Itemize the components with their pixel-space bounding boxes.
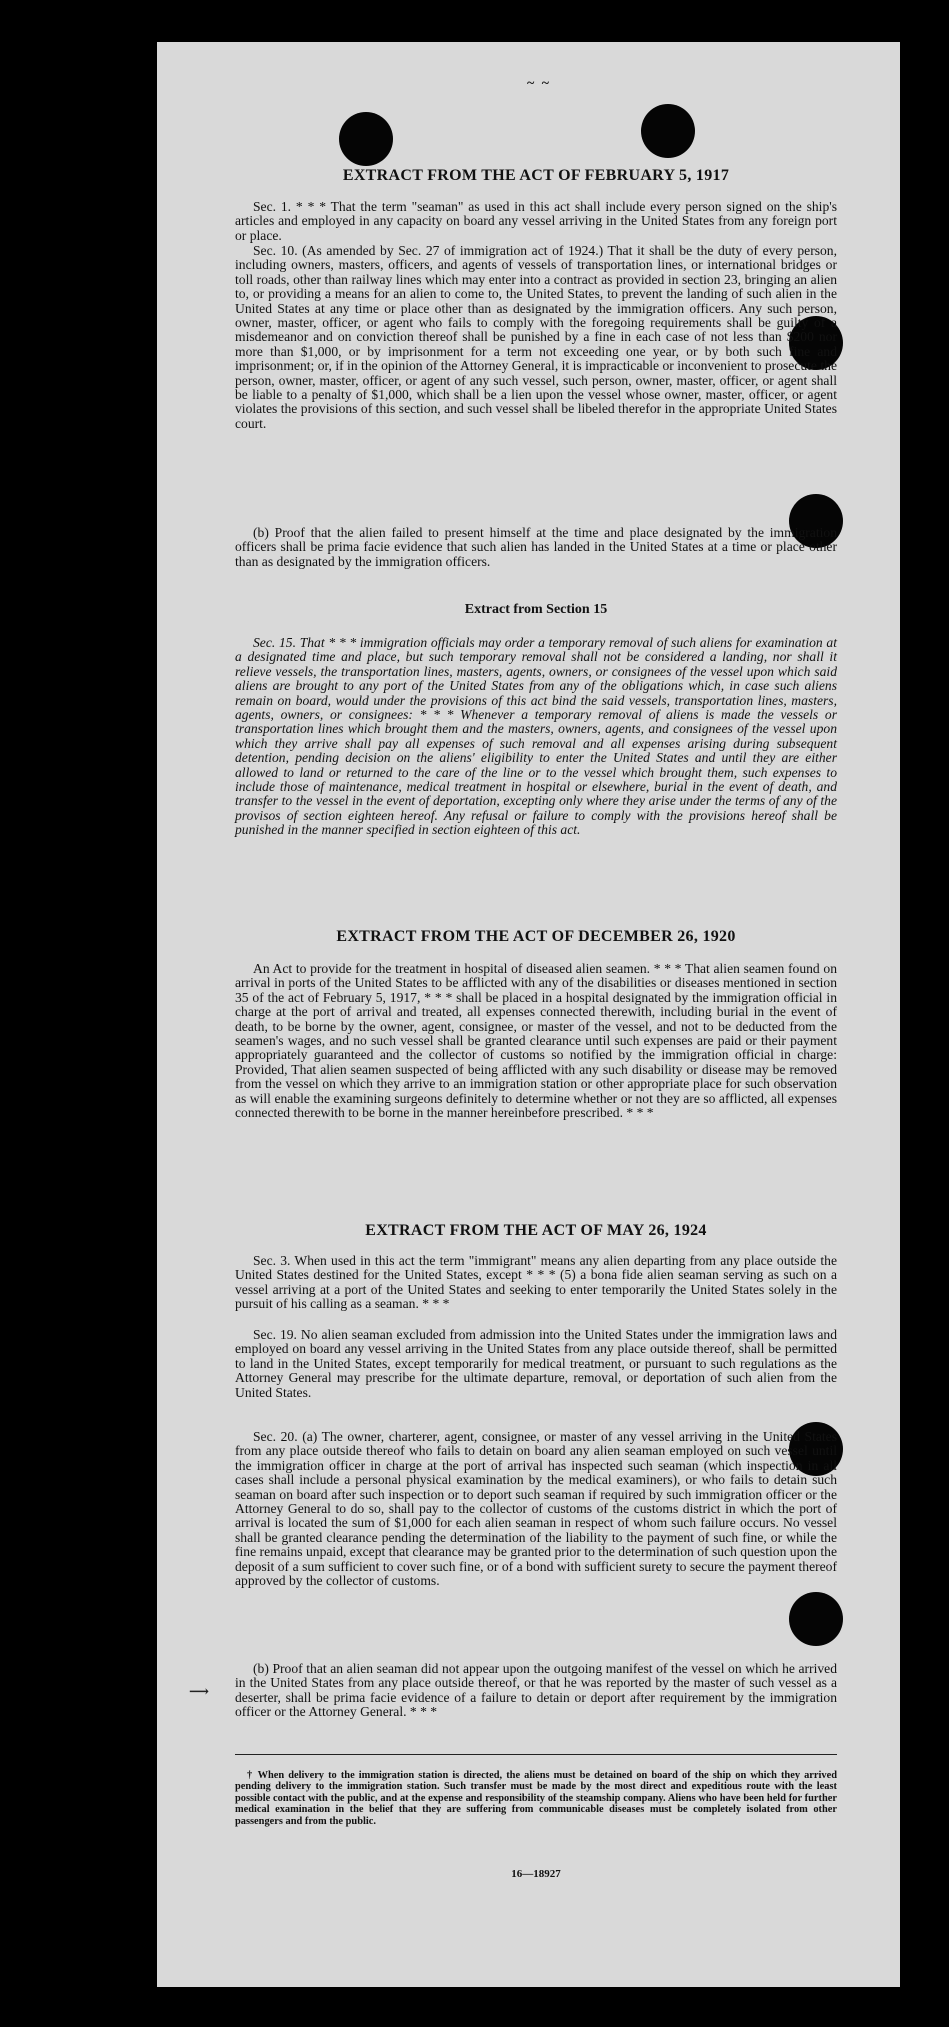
punch-hole — [789, 1592, 843, 1646]
footnote-divider — [235, 1754, 837, 1755]
subheading-section15: Extract from Section 15 — [464, 602, 608, 617]
section-heading-1917: EXTRACT FROM THE ACT OF FEBRUARY 5, 1917 — [342, 167, 730, 184]
document-sheet — [157, 42, 900, 1987]
paragraph-sec19: Sec. 19. No alien seaman excluded from admission into the United States under the immigration laws and employed on board any vessel arriving in the United States from any place outside thereof, shall be permitted to land in the United States, except temporarily for medical treatment, or pursuant to such regulations as the Attorney General may prescribe for the ultimate departure, removal, or deportation of such alien from the United States. — [235, 1327, 837, 1400]
paragraph-act-1920: An Act to provide for the treatment in hospital of diseased alien seamen. * * * That alien seamen found on arrival in ports of the United States to be afflicted with any of the disabilities or diseases mentioned in section 35 of the act of February 5, 1917, * * * shall be placed in a hospital designated by the immigration official in charge at the port of arrival and treated, all expenses connected therewith, including burial in the event of death, to be borne by the owner, agent, consignee, or master of the vessel, and not to be deducted from the seamen's wages, and no such vessel shall be granted clearance until such expenses are paid or their payment appropriately guaranteed and the collector of customs so notified by the immigration official in charge: Provided, That alien seamen suspected of being afflicted with any such disability or disease may be removed from the vessel on which they arrive to an immigration station or other appropriate place for such observation as will enable the examining surgeons definitely to determine whether or not they are so afflicted, all expenses connected therewith to be borne in the manner hereinbefore prescribed. * * * — [235, 961, 837, 1121]
footnote: † When delivery to the immigration station is directed, the aliens must be detained on board of the ship on which they arrived pending delivery to the immigration station. Such transfer must be made by the most direct and expeditious route with the least possible contact with the public, and at the expense and responsibility of the steamship company. Aliens who have been held for further medical examination in the belief that they are suffering from communicable diseases must be completely isolated from other passengers and from the public. — [235, 1770, 837, 1827]
paragraph-proof-b: (b) Proof that the alien failed to present himself at the time and place designated by the immigration officers shall be prima facie evidence that such alien has landed in the United States at a time or place other than as designated by the immigration officers. — [235, 525, 837, 569]
form-code: 16—18927 — [511, 1868, 561, 1880]
handwritten-arrow: ⟶ — [189, 1685, 210, 1700]
paragraph-sec15: Sec. 15. That * * * immigration officials may order a temporary removal of such aliens for examination at a designated time and place, but such temporary removal shall not be considered a landing, nor shall it relieve vessels, the transportation lines, masters, agents, owners, or consignees of the vessel upon which said aliens are brought to any port of the United States from any of the obligations which, in case such aliens remain on board, would under the provisions of this act bind the said vessels, transportation lines, masters, agents, owners, or consignees: * * * Whenever a temporary removal of aliens is made the vessels or transportation lines which brought them and the masters, owners, agents, and consignees of the vessel upon which they arrive shall pay all expenses of such removal and all expenses arising during subsequent detention, pending decision on the aliens' eligibility to enter the United States and until they are either allowed to land or returned to the care of the line or to the vessel which brought them, such expenses to include those of maintenance, medical treatment in hospital or elsewhere, burial in the event of death, and transfer to the vessel in the event of deportation, excepting only where they arise under the terms of any of the provisos of section eighteen hereof. Any refusal or failure to comply with the provisions hereof shall be punished in the manner specified in section eighteen of this act. — [235, 635, 837, 838]
paragraph-sec1: Sec. 1. * * * That the term "seaman" as used in this act shall include every person signed on the ship's articles and employed in any capacity on board any vessel arriving in the United States from any foreign port or place. — [235, 199, 837, 243]
section-heading-1920: EXTRACT FROM THE ACT OF DECEMBER 26, 1920 — [336, 928, 736, 945]
top-mark: ~ ~ — [527, 76, 552, 91]
punch-hole — [339, 112, 393, 166]
paragraph-sec20: Sec. 20. (a) The owner, charterer, agent, consignee, or master of any vessel arriving in the United States from any place outside thereof who fails to detain on board any alien seaman employed on such vessel until the immigration officer in charge at the port of arrival has inspected such seaman (which inspection in all cases shall include a personal physical examination by the medical examiners), or who fails to detain such seaman on board after such inspection or to deport such seaman if required by such immigration officer or the Attorney General to do so, shall pay to the collector of customs of the customs district in which the port of arrival is located the sum of $1,000 for each alien seaman in respect of whom such failure occurs. No vessel shall be granted clearance pending the determination of the liability to the payment of such fine, or while the fine remains unpaid, except that clearance may be granted prior to the determination of such question upon the deposit of a sum sufficient to cover such fine, or of a bond with sufficient surety to secure the payment thereof approved by the collector of customs. — [235, 1429, 837, 1589]
section-heading-1924: EXTRACT FROM THE ACT OF MAY 26, 1924 — [365, 1222, 707, 1239]
punch-hole — [641, 104, 695, 158]
paragraph-sec20-b: (b) Proof that an alien seaman did not appear upon the outgoing manifest of the vessel on which he arrived in the United States from any place outside thereof, or that he was reported by the master of such vessel as a deserter, shall be prima facie evidence of a failure to detain or deport after requirement by the immigration officer or the Attorney General. * * * — [235, 1661, 837, 1720]
paragraph-sec3: Sec. 3. When used in this act the term "immigrant" means any alien departing from any place outside the United States destined for the United States, except * * * (5) a bona fide alien seaman serving as such on a vessel arriving at a port of the United States and seeking to enter temporarily the United States solely in the pursuit of his calling as a seaman. * * * — [235, 1253, 837, 1312]
paragraph-sec10: Sec. 10. (As amended by Sec. 27 of immigration act of 1924.) That it shall be the duty of every person, including owners, masters, officers, and agents of vessels of transportation lines, or international bridges or toll roads, other than railway lines which may enter into a contract as provided in section 23, bringing an alien to, or providing a means for an alien to come to, the United States, to prevent the landing of such alien in the United States at any time or place other than as designated by the immigration officers. Any such person, owner, master, officer, or agent who fails to comply with the foregoing requirements shall be guilty of a misdemeanor and on conviction thereof shall be punished by a fine in each case of not less than $200 nor more than $1,000, or by imprisonment for a term not exceeding one year, or by both such fine and imprisonment; or, if in the opinion of the Attorney General, it is impracticable or inconvenient to prosecute the person, owner, master, officer, or agent of any such vessel, such person, owner, master, officer, or agent shall be liable to a penalty of $1,000, which shall be a lien upon the vessel whose owner, master, officer, or agent violates the provisions of this section, and such vessel shall be libeled therefor in the appropriate United States court. — [235, 243, 837, 431]
